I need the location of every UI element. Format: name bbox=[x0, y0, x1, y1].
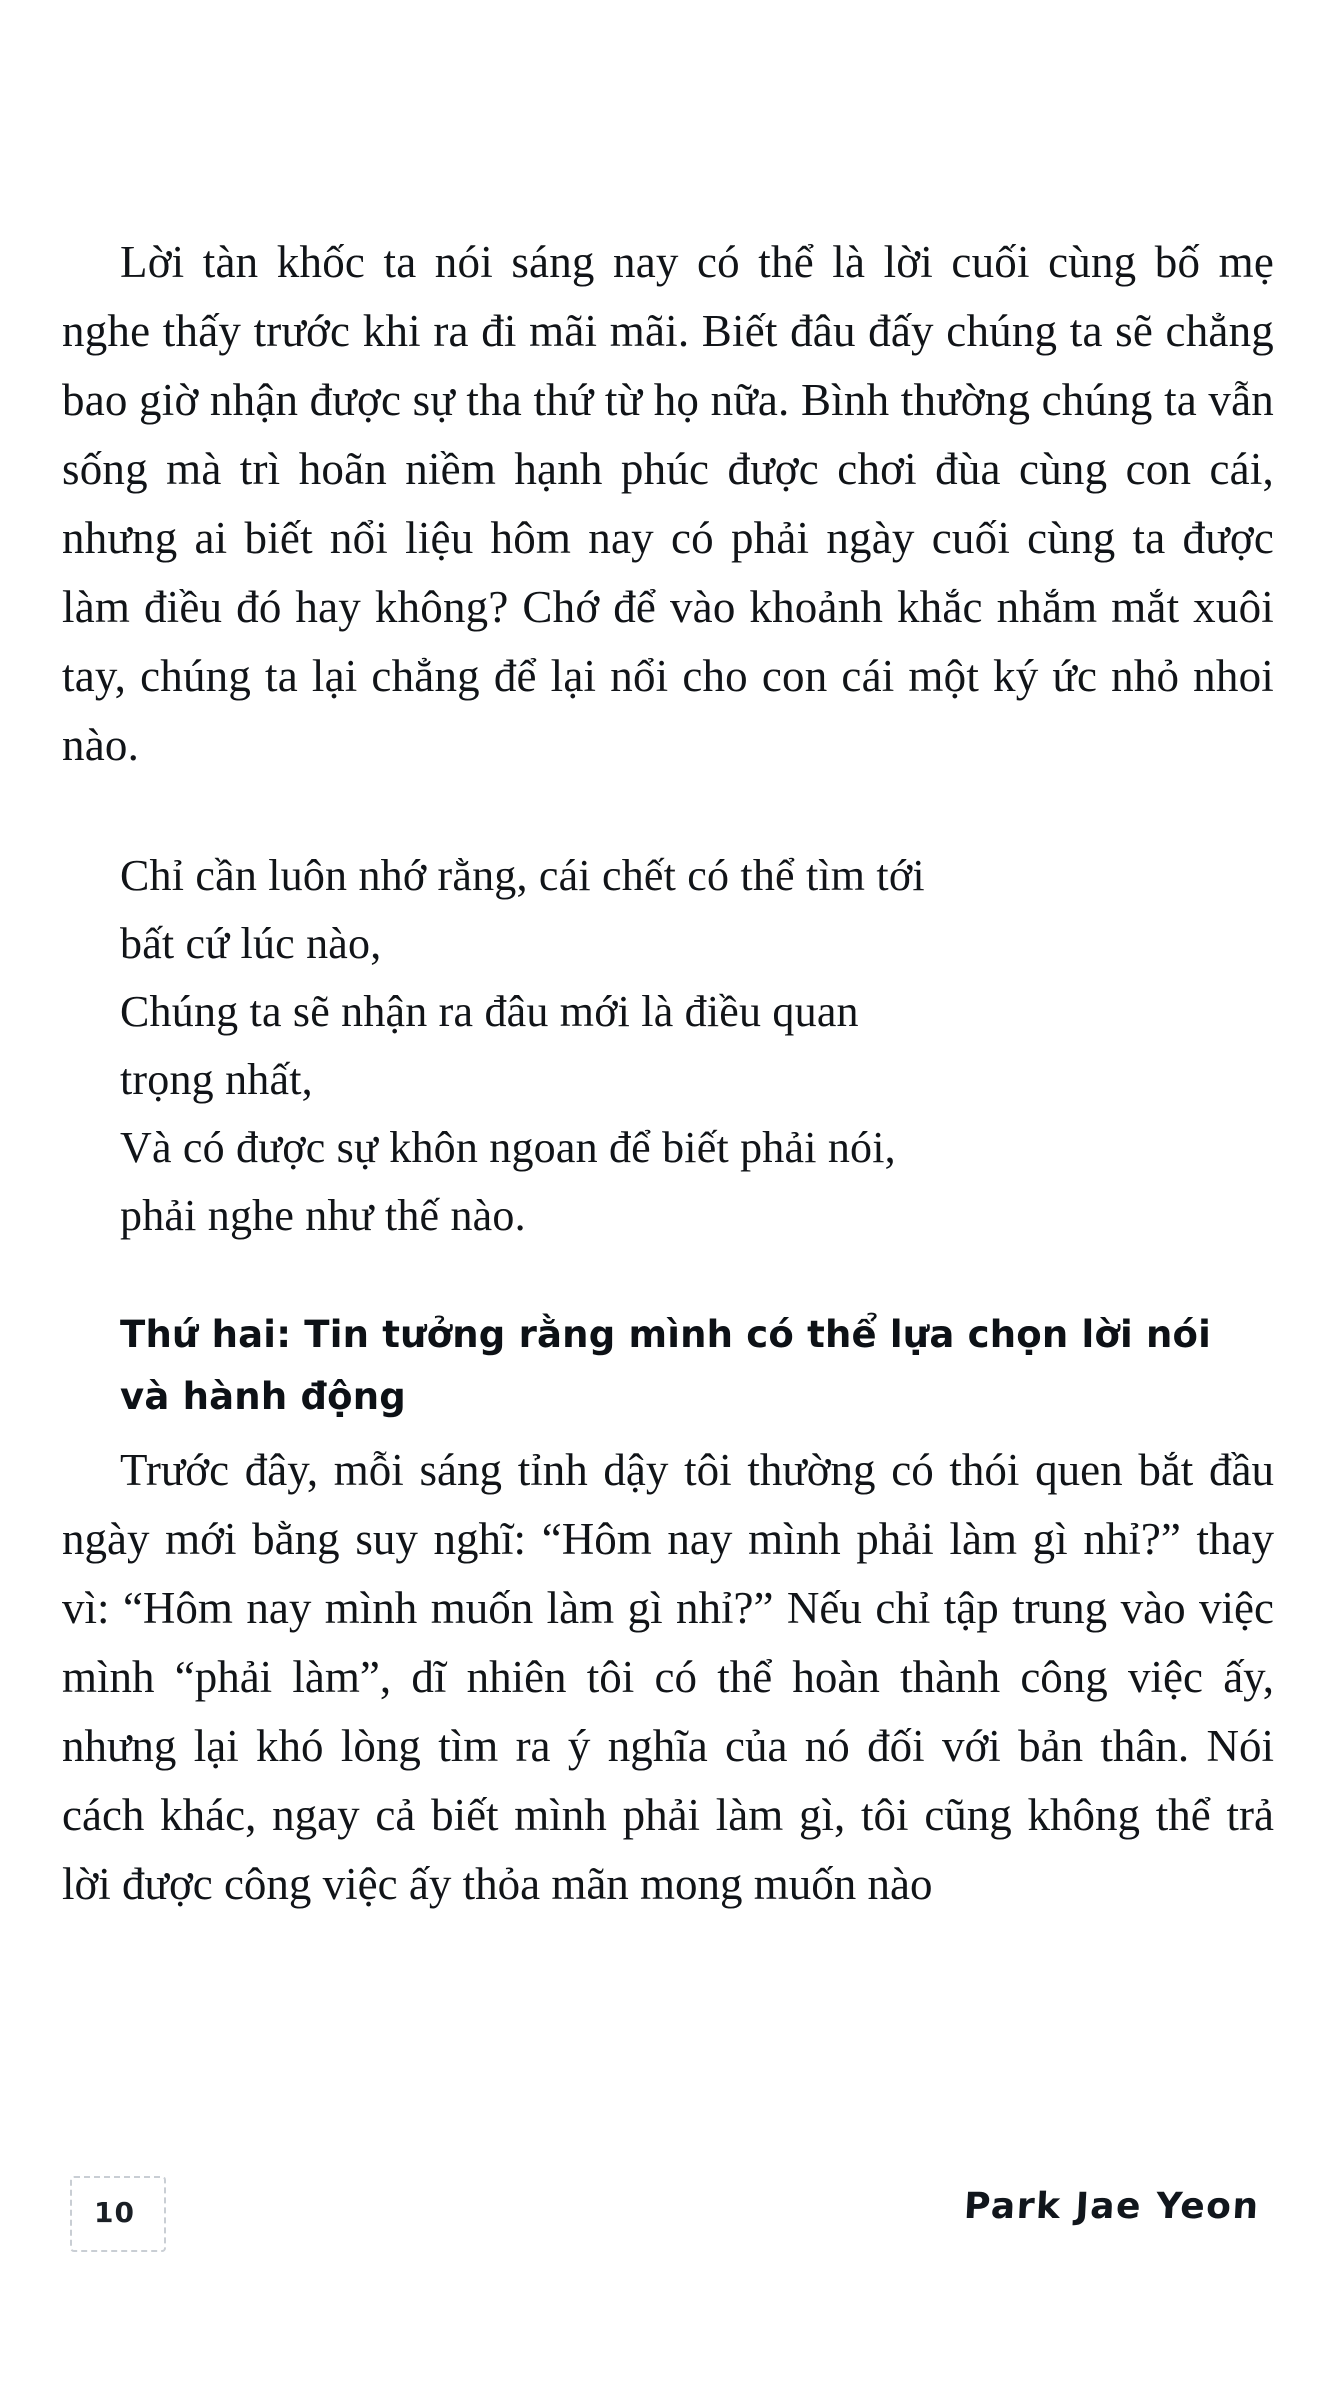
verse-line: Chúng ta sẽ nhận ra đâu mới là điều quan bbox=[120, 987, 859, 1036]
verse-line: phải nghe như thế nào. bbox=[120, 1191, 526, 1240]
verse-line: Và có được sự khôn ngoan để biết phải nói, bbox=[120, 1123, 896, 1172]
verse-line: bất cứ lúc nào, bbox=[120, 919, 382, 968]
verse-block bbox=[62, 842, 1130, 1250]
subheading-line-1: Thứ hai: Tin tưởng rằng mình có thể lựa chọn lời nói bbox=[120, 1313, 1212, 1356]
closing-paragraph: Trước đây, mỗi sáng tỉnh dậy tôi thường có thói quen bắt đầu ngày mới bằng suy nghĩ: “Hôm nay mình phải làm gì nhỉ?” thay vì: “Hôm nay mình muốn làm gì nhỉ?” Nếu chỉ tập trung vào việc mình “phải làm”, dĩ nhiên tôi có thể hoàn thành công việc ấy, nhưng lại khó lòng tìm ra ý nghĩa của nó đối với bản thân. Nói cách khác, ngay cả biết mình phải làm gì, tôi cũng không thể trả lời được công việc ấy thỏa mãn mong muốn nào bbox=[62, 1445, 1274, 1909]
section-subheading bbox=[62, 1304, 1274, 1428]
verse-line: trọng nhất, bbox=[120, 1055, 313, 1104]
page-content bbox=[62, 228, 1274, 1919]
verse-line: Chỉ cần luôn nhớ rằng, cái chết có thể tìm tới bbox=[120, 851, 925, 900]
author-name: Park Jae Yeon bbox=[963, 2186, 1262, 2227]
page-footer bbox=[62, 2186, 1270, 2256]
body-paragraph: Lời tàn khốc ta nói sáng nay có thể là lời cuối cùng bố mẹ nghe thấy trước khi ra đi mãi mãi. Biết đâu đấy chúng ta sẽ chẳng bao giờ nhận được sự tha thứ từ họ nữa. Bình thường chúng ta vẫn sống mà trì hoãn niềm hạnh phúc được chơi đùa cùng con cái, nhưng ai biết nổi liệu hôm nay có phải ngày cuối cùng ta được làm điều đó hay không? Chớ để vào khoảnh khắc nhắm mắt xuôi tay, chúng ta lại chẳng để lại nổi cho con cái một ký ức nhỏ nhoi nào. bbox=[62, 237, 1274, 770]
subheading-line-2: và hành động bbox=[120, 1375, 406, 1418]
page-number: 10 bbox=[94, 2196, 135, 2229]
